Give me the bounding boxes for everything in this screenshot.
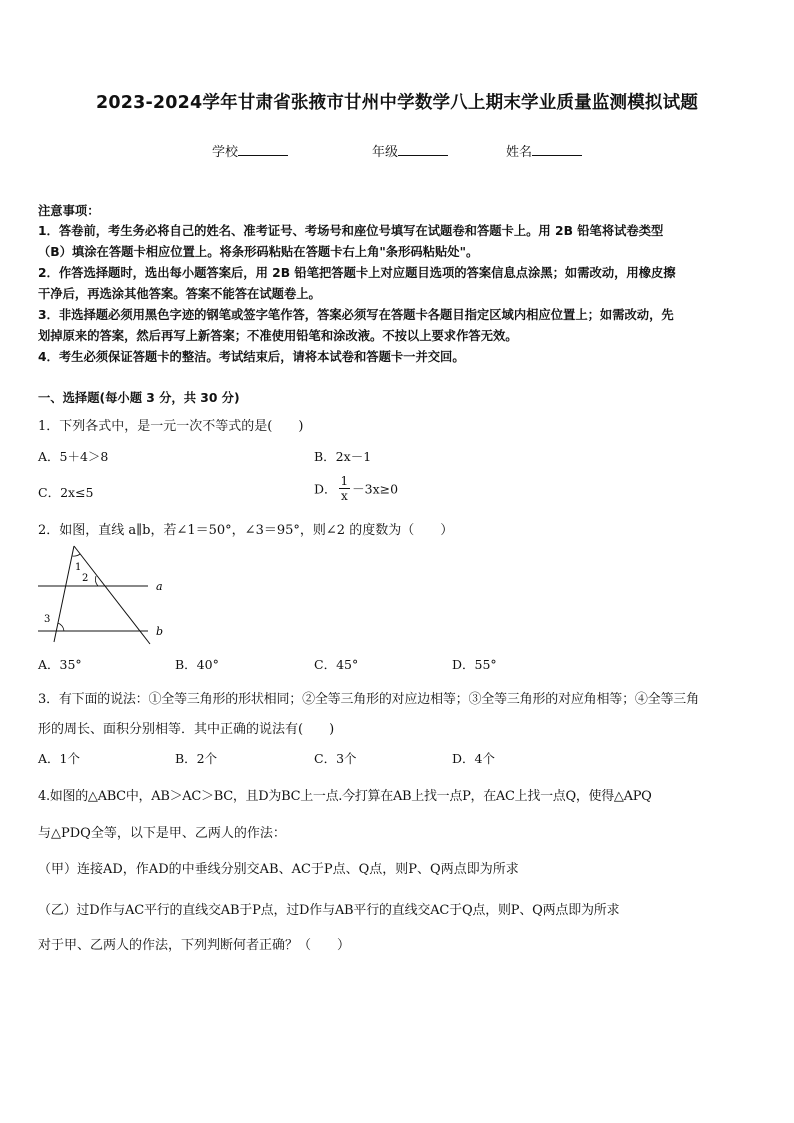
- name-blank: [532, 143, 582, 156]
- fraction-numerator: 1: [340, 474, 349, 488]
- q3-stem-line1: 3．有下面的说法：①全等三角形的形状相同；②全等三角形的对应边相等；③全等三角形的对应角相等；④全等三角: [38, 692, 699, 707]
- q2-parallel-lines-figure: [30, 543, 175, 645]
- q1-option-d-rest: －3x≥0: [352, 481, 399, 497]
- transversal-left: [54, 546, 74, 642]
- q1-stem: 1．下列各式中，是一元一次不等式的是( ): [38, 419, 304, 434]
- q4-method-jia: （甲）连接AD，作AD的中垂线分别交AB、AC于P点、Q点，则P、Q两点即为所求: [38, 862, 519, 877]
- label-angle-2: 2: [82, 573, 89, 584]
- label-angle-1: 1: [75, 562, 82, 573]
- q4-line1: 4.如图的△ABC中，AB＞AC＞BC，且D为BC上一点.今打算在AB上找一点P，在AC上找一点Q，使得△APQ: [38, 789, 652, 804]
- notes-header: 注意事项：: [38, 204, 100, 218]
- q1-option-c: C．2x≤5: [38, 485, 94, 500]
- school-blank: [238, 143, 288, 156]
- grade-blank: [398, 143, 448, 156]
- grade-field: [372, 141, 448, 160]
- q2-option-d: D．55°: [452, 657, 497, 672]
- q3-stem-line2: 形的周长、面积分别相等．其中正确的说法有( ): [38, 722, 335, 737]
- note-2a: 2．作答选择题时，选出每小题答案后，用 2B 铅笔把答题卡上对应题目选项的答案信息点涂黑；如需改动，用橡皮擦: [38, 266, 676, 280]
- label-angle-3: 3: [44, 614, 51, 625]
- q3-option-d: D．4个: [452, 751, 495, 766]
- note-3b: 划掉原来的答案，然后再写上新答案；不准使用铅笔和涂改液。不按以上要求作答无效。: [38, 329, 518, 343]
- q3-option-c: C．3个: [314, 751, 357, 766]
- angle-3-arc: [58, 623, 64, 631]
- page-title: 2023-2024学年甘肃省张掖市甘州中学数学八上期末学业质量监测模拟试题: [95, 93, 699, 113]
- note-2b: 干净后，再选涂其他答案。答案不能答在试题卷上。: [38, 287, 321, 301]
- angle-1-arc: [73, 554, 81, 556]
- label-line-a: a: [156, 580, 163, 593]
- angle-2-arc: [95, 576, 98, 586]
- section-heading: 一、选择题(每小题 3 分，共 30 分): [38, 391, 240, 405]
- q1-option-d: [314, 474, 398, 503]
- note-1b: （B）填涂在答题卡相应位置上。将条形码粘贴在答题卡右上角"条形码粘贴处"。: [38, 245, 479, 259]
- q4-question: 对于甲、乙两人的作法，下列判断何者正确？（ ）: [38, 938, 351, 953]
- label-line-b: b: [156, 625, 164, 638]
- name-label: 姓名: [506, 145, 533, 160]
- q1-option-d-label: D．: [314, 481, 337, 497]
- school-field: [212, 141, 288, 160]
- q1-option-b: B．2x－1: [314, 449, 372, 464]
- note-3a: 3．非选择题必须用黑色字迹的钢笔或签字笔作答，答案必须写在答题卡各题目指定区域内相应位置上；如需改动，先: [38, 308, 674, 322]
- q1-option-d-fraction: [339, 474, 351, 503]
- q2-option-a: A．35°: [38, 657, 82, 672]
- q4-method-yi: （乙）过D作与AC平行的直线交AB于P点，过D作与AB平行的直线交AC于Q点，则P、Q两点即为所求: [38, 903, 620, 918]
- grade-label: 年级: [372, 145, 399, 160]
- transversal-right: [74, 546, 150, 644]
- note-4: 4．考生必须保证答题卡的整洁。考试结束后，请将本试卷和答题卡一并交回。: [38, 350, 465, 364]
- q2-option-c: C．45°: [314, 657, 359, 672]
- fraction-denominator: x: [340, 489, 348, 503]
- q3-option-a: A．1个: [38, 751, 80, 766]
- q4-line2: 与△PDQ全等，以下是甲、乙两人的作法：: [38, 826, 286, 841]
- q2-stem: 2．如图，直线 a∥b，若∠1＝50°，∠3＝95°，则∠2 的度数为（ ）: [38, 523, 454, 538]
- q3-option-b: B．2个: [175, 751, 218, 766]
- q2-option-b: B．40°: [175, 657, 219, 672]
- name-field: [506, 141, 582, 160]
- note-1a: 1．答卷前，考生务必将自己的姓名、准考证号、考场号和座位号填写在试题卷和答题卡上。用 2B 铅笔将试卷类型: [38, 224, 664, 238]
- school-label: 学校: [212, 145, 239, 160]
- q1-option-a: A．5＋4＞8: [38, 449, 109, 464]
